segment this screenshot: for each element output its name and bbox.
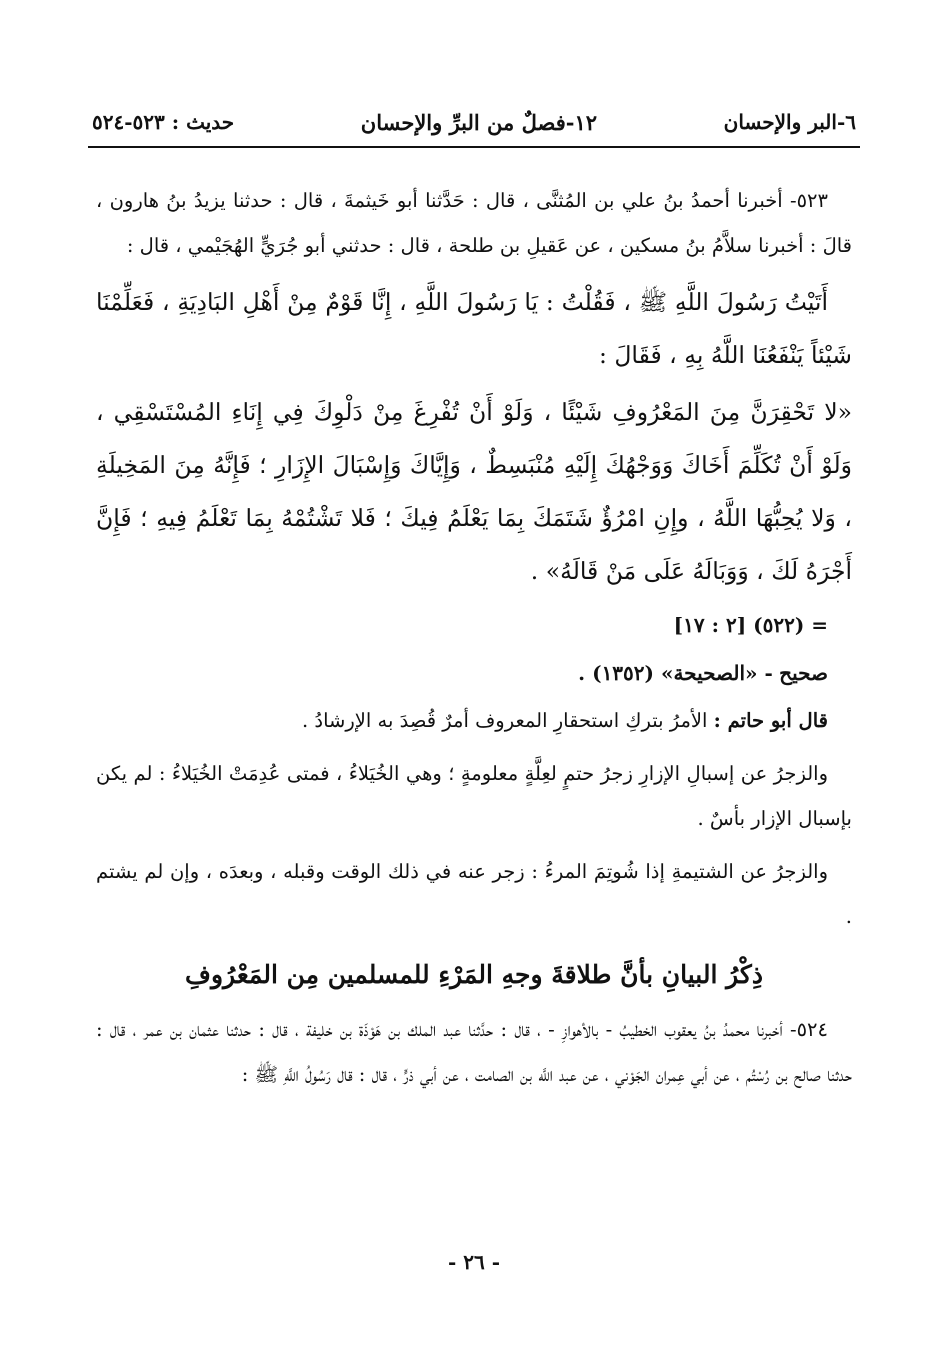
commentary-line-1-text: الأمرُ بتركِ استحقارِ المعروف أمرٌ قُصِدَ به الإرشادُ . xyxy=(302,709,708,732)
hadith-523-grade xyxy=(96,648,852,698)
page-number: - ٢٦ - xyxy=(447,1250,500,1274)
hadith-524-isnad: ٥٢٤- أخبرنا محمدُ بنُ يعقوب الخطيبُ - بالأهوازِ - ، قال : حدَّثنا عبد الملك بن هَوْذَة بن خليفة ، قال : حدثنا عثمان بن عمر ، قال : حدثنا صالح بن رُسْتُم ، عن أبي عِمران الجَوْني ، عن عبد اللَّه بن الصامت ، عن أبي ذرٍّ ، قال : قال رَسُولُ اللَّهِ ﷺ : xyxy=(96,1018,852,1086)
grade-source: - «الصحيحة» (١٣٥٢) . xyxy=(578,661,773,685)
header-hadith-range: حديث : ٥٢٣-٥٢٤ xyxy=(92,110,235,134)
header-section-title: ١٢-فصلٌ من البرِّ والإحسان xyxy=(360,109,598,135)
hadith-523-isnad: ٥٢٣- أخبرنا أحمدُ بنُ علي بن المُثنَّى ، قال : حَدَّثنا أبو خَيثمةَ ، قال : حدثنا يزيدُ بنُ هارون ، قالَ : أخبرنا سلاَّمُ بنُ مسكين ، عن عَقيلِ بن طلحة ، قال : حدثني أبو جُرَيٍّ الهُجَيْمي ، قال : xyxy=(96,189,852,257)
hadith-523-question-text: أَتَيْتُ رَسُولَ اللَّهِ ﷺ ، فَقُلْتُ : يَا رَسُولَ اللَّهِ ، إِنَّا قَوْمٌ مِنْ أَهْلِ البَادِيَةِ ، فَعَلِّمْنَا شَيْئاً يَنْفَعُنَا اللَّهُ بِهِ ، فَقَالَ : xyxy=(96,288,852,369)
running-header xyxy=(92,104,856,140)
commentary-line-3: والزجرُ عن الشتيمةِ إذا شُوتِمَ المرءُ : زجر عنه في ذلك الوقت وقبله ، وبعدَه ، وإن لم يشتم . xyxy=(96,860,852,928)
header-divider xyxy=(88,146,860,148)
header-chapter: ٦-البر والإحسان xyxy=(723,110,856,134)
commentary-line-2: والزجرُ عن إسبالِ الإزارِ زجرُ حتمٍ لعِلَّةٍ معلومةٍ ؛ وهي الخُيَلاءُ ، فمتى عُدِمَتْ الخُيَلاءُ : لم يكن بإسبال الإزار بأسٌ . xyxy=(96,762,852,830)
commentary-line-1 xyxy=(96,698,852,743)
hadith-523-question xyxy=(96,276,852,382)
section-heading: ذِكْرُ البيانِ بأنَّ طلاقةَ وجهِ المَرْءِ للمسلمين مِن المَعْرُوفِ xyxy=(185,960,763,989)
grade-label: صحيح xyxy=(779,661,828,685)
page-body xyxy=(96,178,852,1105)
commentary-speaker: قال أبو حاتم : xyxy=(713,709,828,732)
hadith-523-matn: «لا تَحْقِرَنَّ مِنَ المَعْرُوفِ شَيْئًا ، وَلَوْ أَنْ تُفْرِغَ مِنْ دَلْوِكَ فِي إِنَاءِ المُسْتَسْقِي ، وَلَوْ أَنْ تُكَلِّمَ أَخَاكَ وَوَجْهُكَ إِلَيْهِ مُنْبَسِطٌ ، وَإِيَّاكَ وَإِسْبَالَ الإِزَارِ ؛ فَإِنَّهُ مِنَ المَخِيلَةِ ، وَلا يُحِبُّهَا اللَّهُ ، وإِنِ امْرُؤٌ شَتَمَكَ بِمَا يَعْلَمُ فِيكَ ؛ فَلا تَشْتُمْهُ بِمَا تَعْلَمُ فِيهِ ؛ فَإِنَّ أَجْرَهُ لَكَ ، وَوَبَالَهُ عَلَى مَنْ قَالَهُ» . xyxy=(96,398,852,585)
hadith-523-reference: = (٥٢٢) [٢ : ١٧] xyxy=(673,613,828,637)
